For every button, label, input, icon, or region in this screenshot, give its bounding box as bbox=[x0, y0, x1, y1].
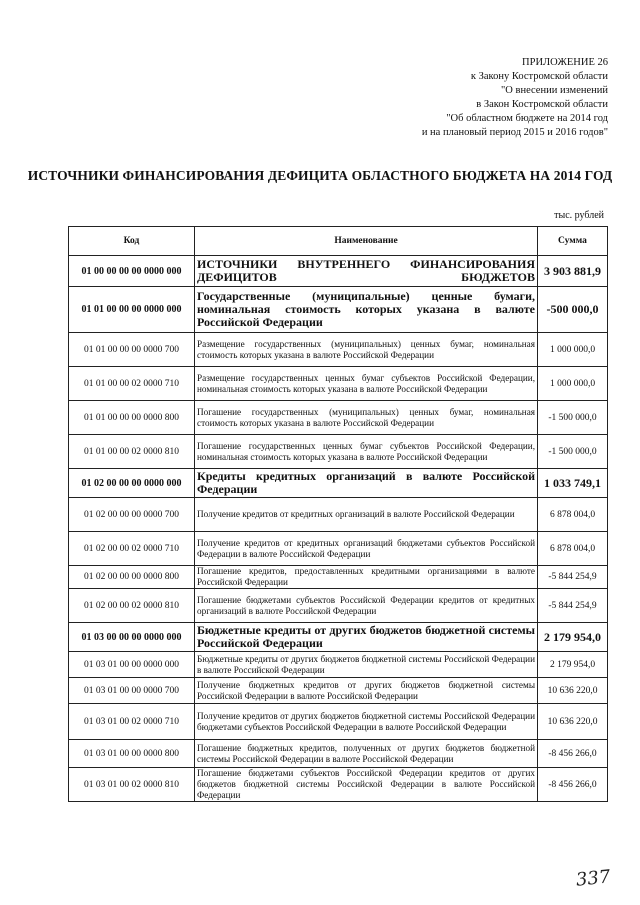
row-sum: -1 500 000,0 bbox=[538, 401, 608, 435]
row-sum: 6 878 004,0 bbox=[538, 498, 608, 532]
appendix-law-title-4: и на плановый период 2015 и 2016 годов" bbox=[421, 127, 608, 138]
row-name: Получение кредитов от кредитных организаций бюджетами субъектов Российской Федерации в валюте Российской Федерации bbox=[195, 532, 538, 566]
table-row bbox=[69, 287, 608, 333]
appendix-law-title-2: в Закон Костромской области bbox=[476, 99, 608, 110]
table-row bbox=[69, 652, 608, 678]
row-sum: 1 000 000,0 bbox=[538, 367, 608, 401]
row-code: 01 01 00 00 02 0000 810 bbox=[69, 435, 195, 469]
table-row bbox=[69, 333, 608, 367]
row-name: Бюджетные кредиты от других бюджетов бюджетной системы Российской Федерации в валюте Российской Федерации bbox=[195, 652, 538, 678]
row-sum: 1 033 749,1 bbox=[538, 469, 608, 498]
appendix-number: ПРИЛОЖЕНИЕ 26 bbox=[522, 57, 608, 68]
row-sum: 3 903 881,9 bbox=[538, 256, 608, 287]
row-name: Получение бюджетных кредитов от других бюджетов бюджетной системы Российской Федерации в валюте Российской Федерации bbox=[195, 678, 538, 704]
row-code: 01 02 00 00 00 0000 800 bbox=[69, 566, 195, 589]
row-code: 01 00 00 00 00 0000 000 bbox=[69, 256, 195, 287]
row-code: 01 03 00 00 00 0000 000 bbox=[69, 623, 195, 652]
row-sum: 1 000 000,0 bbox=[538, 333, 608, 367]
row-name: Погашение бюджетами субъектов Российской Федерации кредитов от других бюджетов бюджетной системы Российской Федерации в валюте Российской Федерации bbox=[195, 768, 538, 802]
table-row bbox=[69, 623, 608, 652]
financing-sources-table bbox=[68, 226, 608, 802]
appendix-law-reference: к Закону Костромской области bbox=[470, 71, 608, 82]
row-code: 01 01 00 00 00 0000 800 bbox=[69, 401, 195, 435]
row-code: 01 01 00 00 00 0000 000 bbox=[69, 287, 195, 333]
column-header-sum: Сумма bbox=[538, 227, 608, 256]
row-sum: 10 636 220,0 bbox=[538, 704, 608, 740]
table-header-row bbox=[69, 227, 608, 256]
column-header-code: Код bbox=[69, 227, 195, 256]
row-code: 01 02 00 00 00 0000 000 bbox=[69, 469, 195, 498]
table-body bbox=[69, 256, 608, 802]
table-row bbox=[69, 566, 608, 589]
row-code: 01 03 01 00 00 0000 700 bbox=[69, 678, 195, 704]
row-code: 01 03 01 00 00 0000 000 bbox=[69, 652, 195, 678]
appendix-law-title-3: "Об областном бюджете на 2014 год bbox=[446, 113, 608, 124]
row-name: Погашение кредитов, предоставленных кредитными организациями в валюте Российской Федерации bbox=[195, 566, 538, 589]
row-name: Бюджетные кредиты от других бюджетов бюджетной системы Российской Федерации bbox=[195, 623, 538, 652]
page-number: 337 bbox=[574, 866, 612, 891]
row-code: 01 02 00 00 02 0000 810 bbox=[69, 589, 195, 623]
row-name: ИСТОЧНИКИ ВНУТРЕННЕГО ФИНАНСИРОВАНИЯ ДЕФИЦИТОВ БЮДЖЕТОВ bbox=[195, 256, 538, 287]
row-sum: -500 000,0 bbox=[538, 287, 608, 333]
table-row bbox=[69, 498, 608, 532]
table-row bbox=[69, 435, 608, 469]
row-code: 01 02 00 00 02 0000 710 bbox=[69, 532, 195, 566]
document-title: ИСТОЧНИКИ ФИНАНСИРОВАНИЯ ДЕФИЦИТА ОБЛАСТНОГО БЮДЖЕТА НА 2014 ГОД bbox=[27, 168, 613, 183]
table-row bbox=[69, 589, 608, 623]
table-row bbox=[69, 768, 608, 802]
table-row bbox=[69, 256, 608, 287]
table-row bbox=[69, 367, 608, 401]
row-name: Погашение государственных ценных бумаг субъектов Российской Федерации, номинальная стоимость которых указана в валюте Российской Федерации bbox=[195, 435, 538, 469]
row-name: Погашение бюджетами субъектов Российской Федерации кредитов от кредитных организаций в валюте Российской Федерации bbox=[195, 589, 538, 623]
row-code: 01 03 01 00 02 0000 710 bbox=[69, 704, 195, 740]
row-name: Размещение государственных ценных бумаг субъектов Российской Федерации, номинальная стоимость которых указана в валюте Российской Федерации bbox=[195, 367, 538, 401]
row-code: 01 03 01 00 02 0000 810 bbox=[69, 768, 195, 802]
row-sum: -8 456 266,0 bbox=[538, 740, 608, 768]
row-name: Кредиты кредитных организаций в валюте Российской Федерации bbox=[195, 469, 538, 498]
table-row bbox=[69, 469, 608, 498]
row-sum: 2 179 954,0 bbox=[538, 652, 608, 678]
table-row bbox=[69, 678, 608, 704]
row-sum: 10 636 220,0 bbox=[538, 678, 608, 704]
table-row bbox=[69, 740, 608, 768]
row-sum: 2 179 954,0 bbox=[538, 623, 608, 652]
table-row bbox=[69, 704, 608, 740]
row-sum: -5 844 254,9 bbox=[538, 589, 608, 623]
table-row bbox=[69, 532, 608, 566]
row-name: Получение кредитов от других бюджетов бюджетной системы Российской Федерации бюджетами субъектов Российской Федерации в валюте Российской Федерации bbox=[195, 704, 538, 740]
row-code: 01 02 00 00 00 0000 700 bbox=[69, 498, 195, 532]
row-sum: -8 456 266,0 bbox=[538, 768, 608, 802]
row-code: 01 01 00 00 00 0000 700 bbox=[69, 333, 195, 367]
row-code: 01 01 00 00 02 0000 710 bbox=[69, 367, 195, 401]
row-sum: -5 844 254,9 bbox=[538, 566, 608, 589]
row-code: 01 03 01 00 00 0000 800 bbox=[69, 740, 195, 768]
row-sum: 6 878 004,0 bbox=[538, 532, 608, 566]
row-name: Государственные (муниципальные) ценные бумаги, номинальная стоимость которых указана в валюте Российской Федерации bbox=[195, 287, 538, 333]
row-name: Размещение государственных (муниципальных) ценных бумаг, номинальная стоимость которых указана в валюте Российской Федерации bbox=[195, 333, 538, 367]
row-name: Получение кредитов от кредитных организаций в валюте Российской Федерации bbox=[195, 498, 538, 532]
appendix-law-title-1: "О внесении изменений bbox=[501, 85, 608, 96]
row-name: Погашение бюджетных кредитов, полученных от других бюджетов бюджетной системы Российской Федерации в валюте Российской Федерации bbox=[195, 740, 538, 768]
appendix-header bbox=[422, 56, 608, 140]
table-row bbox=[69, 401, 608, 435]
units-label: тыс. рублей bbox=[554, 210, 604, 221]
row-name: Погашение государственных (муниципальных) ценных бумаг, номинальная стоимость которых указана в валюте Российской Федерации bbox=[195, 401, 538, 435]
column-header-name: Наименование bbox=[195, 227, 538, 256]
row-sum: -1 500 000,0 bbox=[538, 435, 608, 469]
